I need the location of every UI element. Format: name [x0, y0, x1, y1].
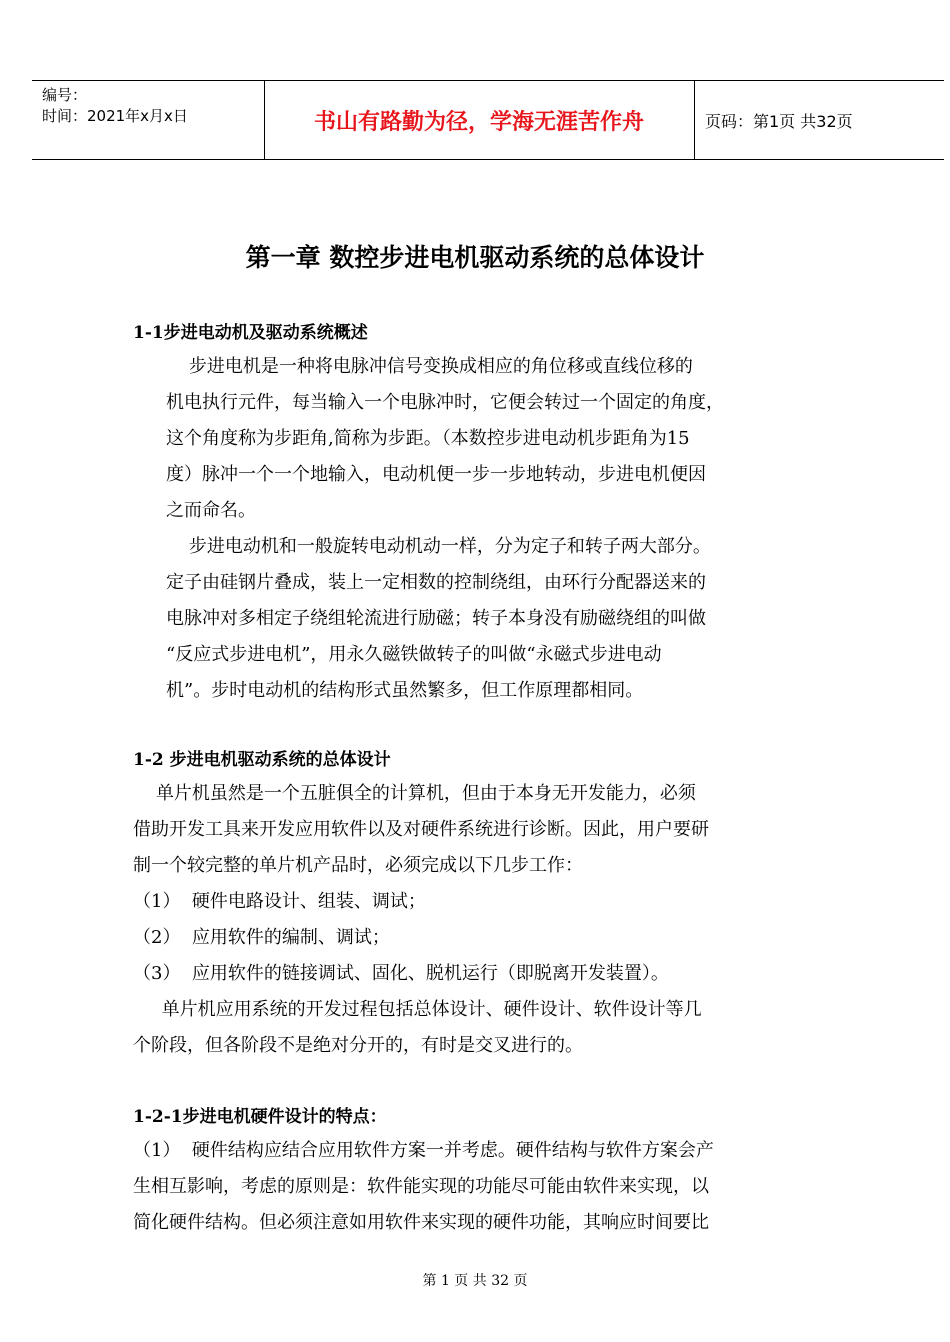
- header-motto: 书山有路勤为径，学海无涯苦作舟: [313, 110, 644, 135]
- body-line: 单片机应用系统的开发过程包括总体设计、硬件设计、软件设计等几: [133, 999, 702, 1020]
- page-footer: 第 1 页 共 32 页: [422, 1273, 528, 1289]
- list-item: （3） 应用软件的链接调试、固化、脱机运行（即脱离开发装置）。: [133, 963, 669, 984]
- body-line: 之而命名。: [166, 500, 256, 521]
- list-item: （1） 硬件电路设计、组装、调试；: [133, 891, 426, 912]
- body-line: “反应式步进电机”，用永久磁铁做转子的叫做“永磁式步进电动: [166, 644, 662, 665]
- body-line: 这个角度称为步距角,简称为步距。（本数控步进电动机步距角为15: [166, 428, 690, 449]
- body-line: 单片机虽然是一个五脏俱全的计算机，但由于本身无开发能力，必须: [133, 783, 696, 804]
- body-line: 电脉冲对多相定子绕组轮流进行励磁；转子本身没有励磁绕组的叫做: [166, 608, 706, 629]
- body-line: 机电执行元件，每当输入一个电脉冲时，它便会转过一个固定的角度，: [166, 392, 724, 413]
- body-line: 制一个较完整的单片机产品时，必须完成以下几步工作：: [133, 855, 583, 876]
- section-heading-1-2: 1-2 步进电机驱动系统的总体设计: [133, 750, 391, 770]
- header-page-info: 页码：第1页 共32页: [705, 112, 853, 131]
- page-header: [32, 80, 944, 160]
- body-line: 步进电动机和一般旋转电动机动一样，分为定子和转子两大部分。: [166, 536, 711, 557]
- body-line: 简化硬件结构。但必须注意如用软件来实现的硬件功能，其响应时间要比: [133, 1212, 709, 1233]
- section-heading-1-2-1: 1-2-1步进电机硬件设计的特点：: [133, 1107, 387, 1127]
- body-line: 步进电机是一种将电脉冲信号变换成相应的角位移或直线位移的: [166, 356, 693, 377]
- doc-number-label: 编号：: [42, 86, 88, 104]
- body-line: 个阶段，但各阶段不是绝对分开的，有时是交叉进行的。: [133, 1035, 583, 1056]
- chapter-title: 第一章 数控步进电机驱动系统的总体设计: [245, 243, 705, 272]
- body-line: 借助开发工具来开发应用软件以及对硬件系统进行诊断。因此，用户要研: [133, 819, 709, 840]
- body-line: 度）脉冲一个一个地输入，电动机便一步一步地转动，步进电机便因: [166, 464, 706, 485]
- body-line: 生相互影响，考虑的原则是：软件能实现的功能尽可能由软件来实现，以: [133, 1176, 709, 1197]
- header-motto-cell: [264, 81, 695, 159]
- body-line: 定子由硅钢片叠成，装上一定相数的控制绕组，由环行分配器送来的: [166, 572, 706, 593]
- time-label: 时间：2021年x月x日: [42, 107, 188, 125]
- header-meta-cell: [32, 81, 265, 159]
- body-line: （1） 硬件结构应结合应用软件方案一并考虑。硬件结构与软件方案会产: [133, 1140, 714, 1161]
- section-heading-1-1: 1-1步进电动机及驱动系统概述: [133, 323, 368, 343]
- list-item: （2） 应用软件的编制、调试；: [133, 927, 390, 948]
- header-page-cell: [695, 81, 944, 159]
- body-line: 机”。步时电动机的结构形式虽然繁多，但工作原理都相同。: [166, 680, 644, 701]
